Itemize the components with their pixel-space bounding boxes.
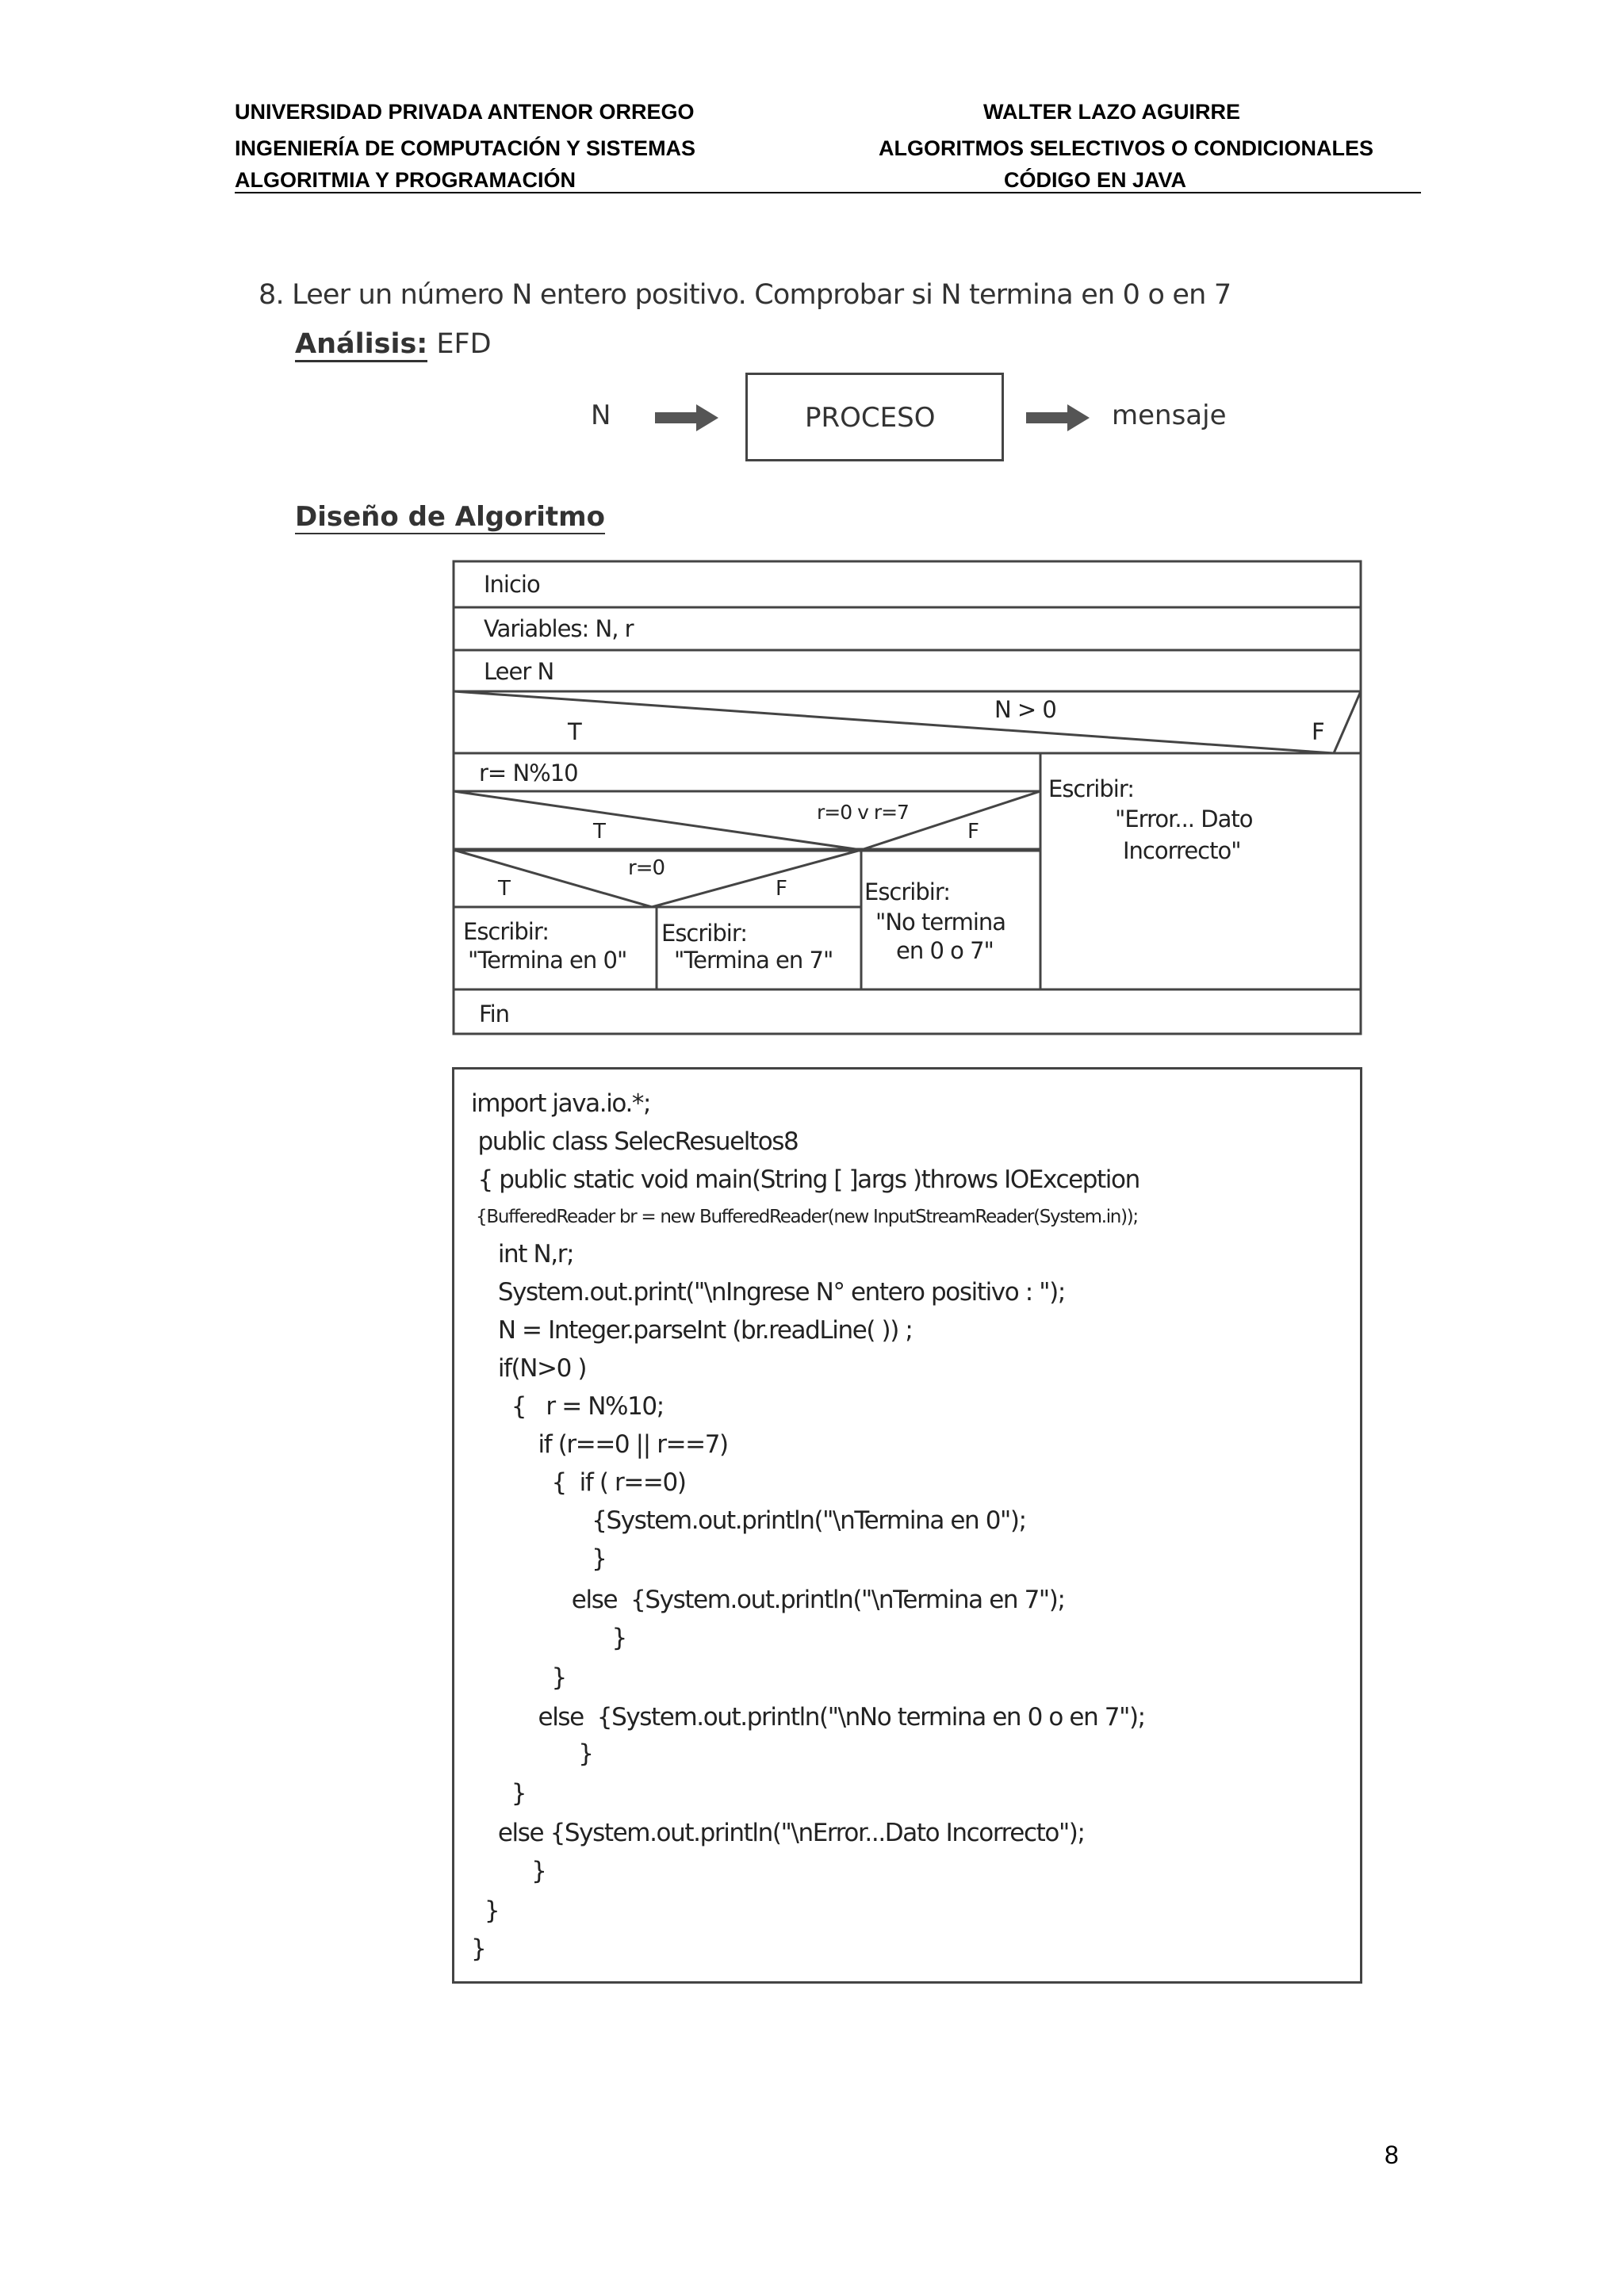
write-err-line-3: Incorrecto" bbox=[1123, 837, 1241, 864]
efd-arrow-out-icon bbox=[1026, 404, 1091, 431]
header-right-line-3: CÓDIGO EN JAVA bbox=[1004, 168, 1187, 192]
cond1-diag-left bbox=[454, 691, 1334, 753]
efd-process-box bbox=[745, 373, 1004, 461]
cond1-diag-right bbox=[1334, 691, 1361, 753]
cond1-false: F bbox=[1312, 718, 1324, 745]
code-line-20: else {System.out.println("\nError...Dato Incorrecto"); bbox=[471, 1819, 1085, 1847]
write-t7-line-2: "Termina en 7" bbox=[674, 947, 833, 974]
problem-statement: 8. Leer un número N entero positivo. Comprobar si N termina en 0 o en 7 bbox=[259, 279, 1231, 311]
code-line-13: } bbox=[471, 1544, 607, 1573]
cond2-label: r=0 v r=7 bbox=[817, 801, 909, 824]
code-line-2: public class SelecResueltos8 bbox=[471, 1127, 799, 1156]
code-line-6: System.out.print("\nIngrese N° entero positivo : "); bbox=[471, 1278, 1065, 1307]
efd-input: N bbox=[591, 400, 611, 431]
code-line-19: } bbox=[471, 1779, 527, 1808]
analysis-line bbox=[295, 328, 492, 360]
code-line-21: } bbox=[471, 1857, 546, 1885]
code-line-9: { r = N%10; bbox=[471, 1392, 664, 1421]
analysis-value: EFD bbox=[436, 328, 492, 360]
write-err-line-1: Escribir: bbox=[1048, 775, 1135, 802]
cond3-diag-left bbox=[454, 850, 652, 907]
header-left-line-1: UNIVERSIDAD PRIVADA ANTENOR ORREGO bbox=[235, 100, 695, 124]
write-t7-line-1: Escribir: bbox=[661, 920, 748, 947]
header-right-line-2: ALGORITMOS SELECTIVOS O CONDICIONALES bbox=[879, 136, 1374, 160]
diagram-assign: r= N%10 bbox=[479, 760, 578, 786]
diagram-fin: Fin bbox=[479, 1001, 510, 1027]
write-t0-line-2: "Termina en 0" bbox=[468, 947, 627, 974]
code-line-11: { if ( r==0) bbox=[471, 1468, 686, 1497]
cond2-true: T bbox=[593, 820, 605, 844]
cond3-label: r=0 bbox=[628, 856, 665, 880]
code-line-3: { public static void main(String [ ]args )throws IOException bbox=[471, 1165, 1139, 1194]
diagram-leer: Leer N bbox=[484, 658, 554, 685]
code-line-7: N = Integer.parseInt (br.readLine( )) ; bbox=[471, 1316, 913, 1345]
write-t0-line-1: Escribir: bbox=[463, 918, 550, 945]
code-line-15: } bbox=[471, 1624, 626, 1652]
code-line-8: if(N>0 ) bbox=[471, 1354, 587, 1383]
cond2-false: F bbox=[967, 820, 979, 844]
diagram-variables: Variables: N, r bbox=[484, 615, 634, 642]
header-left-line-3: ALGORITMIA Y PROGRAMACIÓN bbox=[235, 168, 576, 192]
code-line-23: } bbox=[471, 1934, 486, 1963]
write-no-line-1: Escribir: bbox=[864, 878, 951, 905]
code-line-1: import java.io.*; bbox=[471, 1089, 651, 1118]
code-line-18: } bbox=[471, 1739, 593, 1768]
cond1-true: T bbox=[568, 718, 581, 745]
code-line-14: else {System.out.println("\nTermina en 7"); bbox=[471, 1586, 1065, 1614]
write-err-line-2: "Error... Dato bbox=[1115, 806, 1253, 832]
header-right-line-1: WALTER LAZO AGUIRRE bbox=[983, 100, 1240, 124]
page-number: 8 bbox=[1385, 2141, 1399, 2169]
design-label: Diseño de Algoritmo bbox=[295, 501, 605, 533]
diagram-inicio: Inicio bbox=[484, 571, 540, 598]
efd-output: mensaje bbox=[1112, 400, 1227, 431]
code-line-22: } bbox=[471, 1896, 500, 1925]
code-line-16: } bbox=[471, 1663, 566, 1692]
code-line-10: if (r==0 || r==7) bbox=[471, 1430, 728, 1459]
write-no-line-2: "No termina bbox=[875, 909, 1006, 936]
cond3-diag-right bbox=[652, 850, 861, 907]
cond2-diag-left bbox=[454, 791, 861, 850]
write-no-line-3: en 0 o 7" bbox=[896, 937, 994, 964]
code-line-12: {System.out.println("\nTermina en 0"); bbox=[471, 1506, 1026, 1535]
header-left-line-2: INGENIERÍA DE COMPUTACIÓN Y SISTEMAS bbox=[235, 136, 696, 160]
cond3-true: T bbox=[498, 877, 510, 901]
cond3-false: F bbox=[776, 877, 787, 901]
efd-process-label: PROCESO bbox=[805, 402, 936, 434]
cond1-label: N > 0 bbox=[994, 696, 1056, 723]
code-line-4: {BufferedReader br = new BufferedReader(new InputStreamReader(System.in)); bbox=[471, 1207, 1138, 1227]
header-divider bbox=[235, 192, 1421, 193]
code-line-5: int N,r; bbox=[471, 1240, 574, 1269]
code-line-17: else {System.out.println("\nNo termina en 0 o en 7"); bbox=[471, 1703, 1145, 1732]
efd-arrow-in-icon bbox=[655, 404, 720, 431]
analysis-label: Análisis: bbox=[295, 328, 427, 362]
